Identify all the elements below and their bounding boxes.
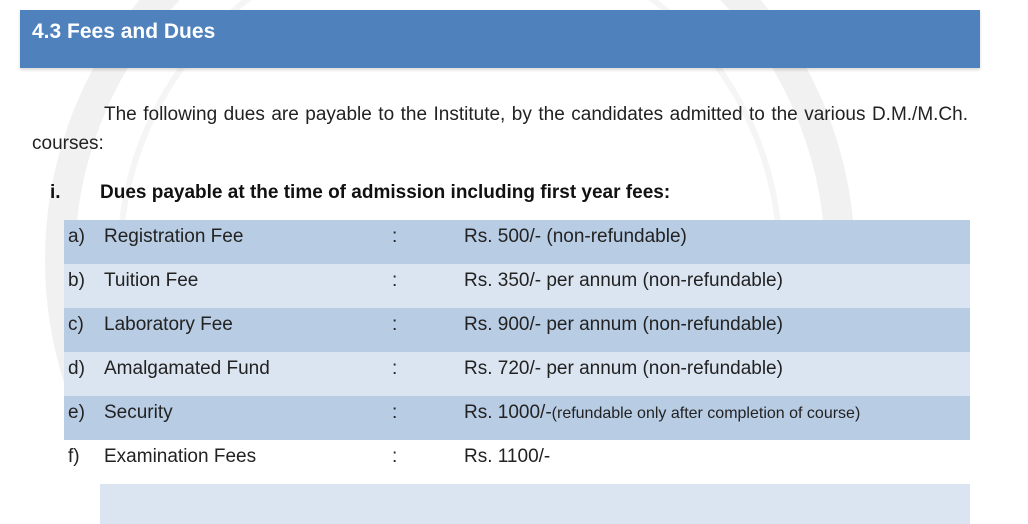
fee-letter: b) [68, 270, 85, 291]
table-row [64, 396, 970, 440]
fee-note: (refundable only after completion of course) [551, 405, 861, 422]
fee-name: Security [104, 402, 173, 423]
fee-name: Laboratory Fee [104, 314, 233, 335]
fee-letter: c) [68, 314, 84, 335]
fee-amount: Rs. 1000/- [464, 402, 552, 423]
fee-separator: : [392, 270, 398, 291]
fee-amount: Rs. 350/- per annum (non-refundable) [464, 270, 783, 291]
fee-letter: f) [68, 446, 80, 467]
fee-separator: : [392, 226, 398, 247]
fee-separator: : [392, 402, 398, 423]
fee-amount: Rs. 500/- (non-refundable) [464, 226, 687, 247]
fee-letter: e) [68, 402, 85, 423]
fee-name: Amalgamated Fund [104, 358, 270, 379]
subsection-heading [50, 182, 670, 204]
table-row [64, 352, 970, 396]
subsection-heading-text: Dues payable at the time of admission including first year fees: [100, 182, 671, 203]
fee-letter: d) [68, 358, 85, 379]
table-row [64, 308, 970, 352]
table-row [64, 220, 970, 264]
section-header [20, 10, 980, 68]
fee-separator: : [392, 358, 398, 379]
fee-table [64, 220, 970, 484]
fee-separator: : [392, 314, 398, 335]
table-continuation-block [100, 484, 970, 524]
fee-amount: Rs. 900/- per annum (non-refundable) [464, 314, 783, 335]
fee-amount-cell [464, 402, 860, 424]
fee-name: Examination Fees [104, 446, 257, 467]
fee-letter: a) [68, 226, 85, 247]
table-row [64, 264, 970, 308]
section-title: 4.3 Fees and Dues [32, 20, 216, 43]
fee-name: Registration Fee [104, 226, 244, 247]
fee-separator: : [392, 446, 398, 467]
fee-name: Tuition Fee [104, 270, 199, 291]
fee-amount: Rs. 720/- per annum (non-refundable) [464, 358, 783, 379]
fee-amount: Rs. 1100/- [464, 446, 551, 467]
subsection-number: i. [50, 182, 61, 203]
table-row [64, 440, 970, 484]
intro-paragraph: The following dues are payable to the Institute, by the candidates admitted to the various D.M./M.Ch. courses: [32, 104, 968, 154]
